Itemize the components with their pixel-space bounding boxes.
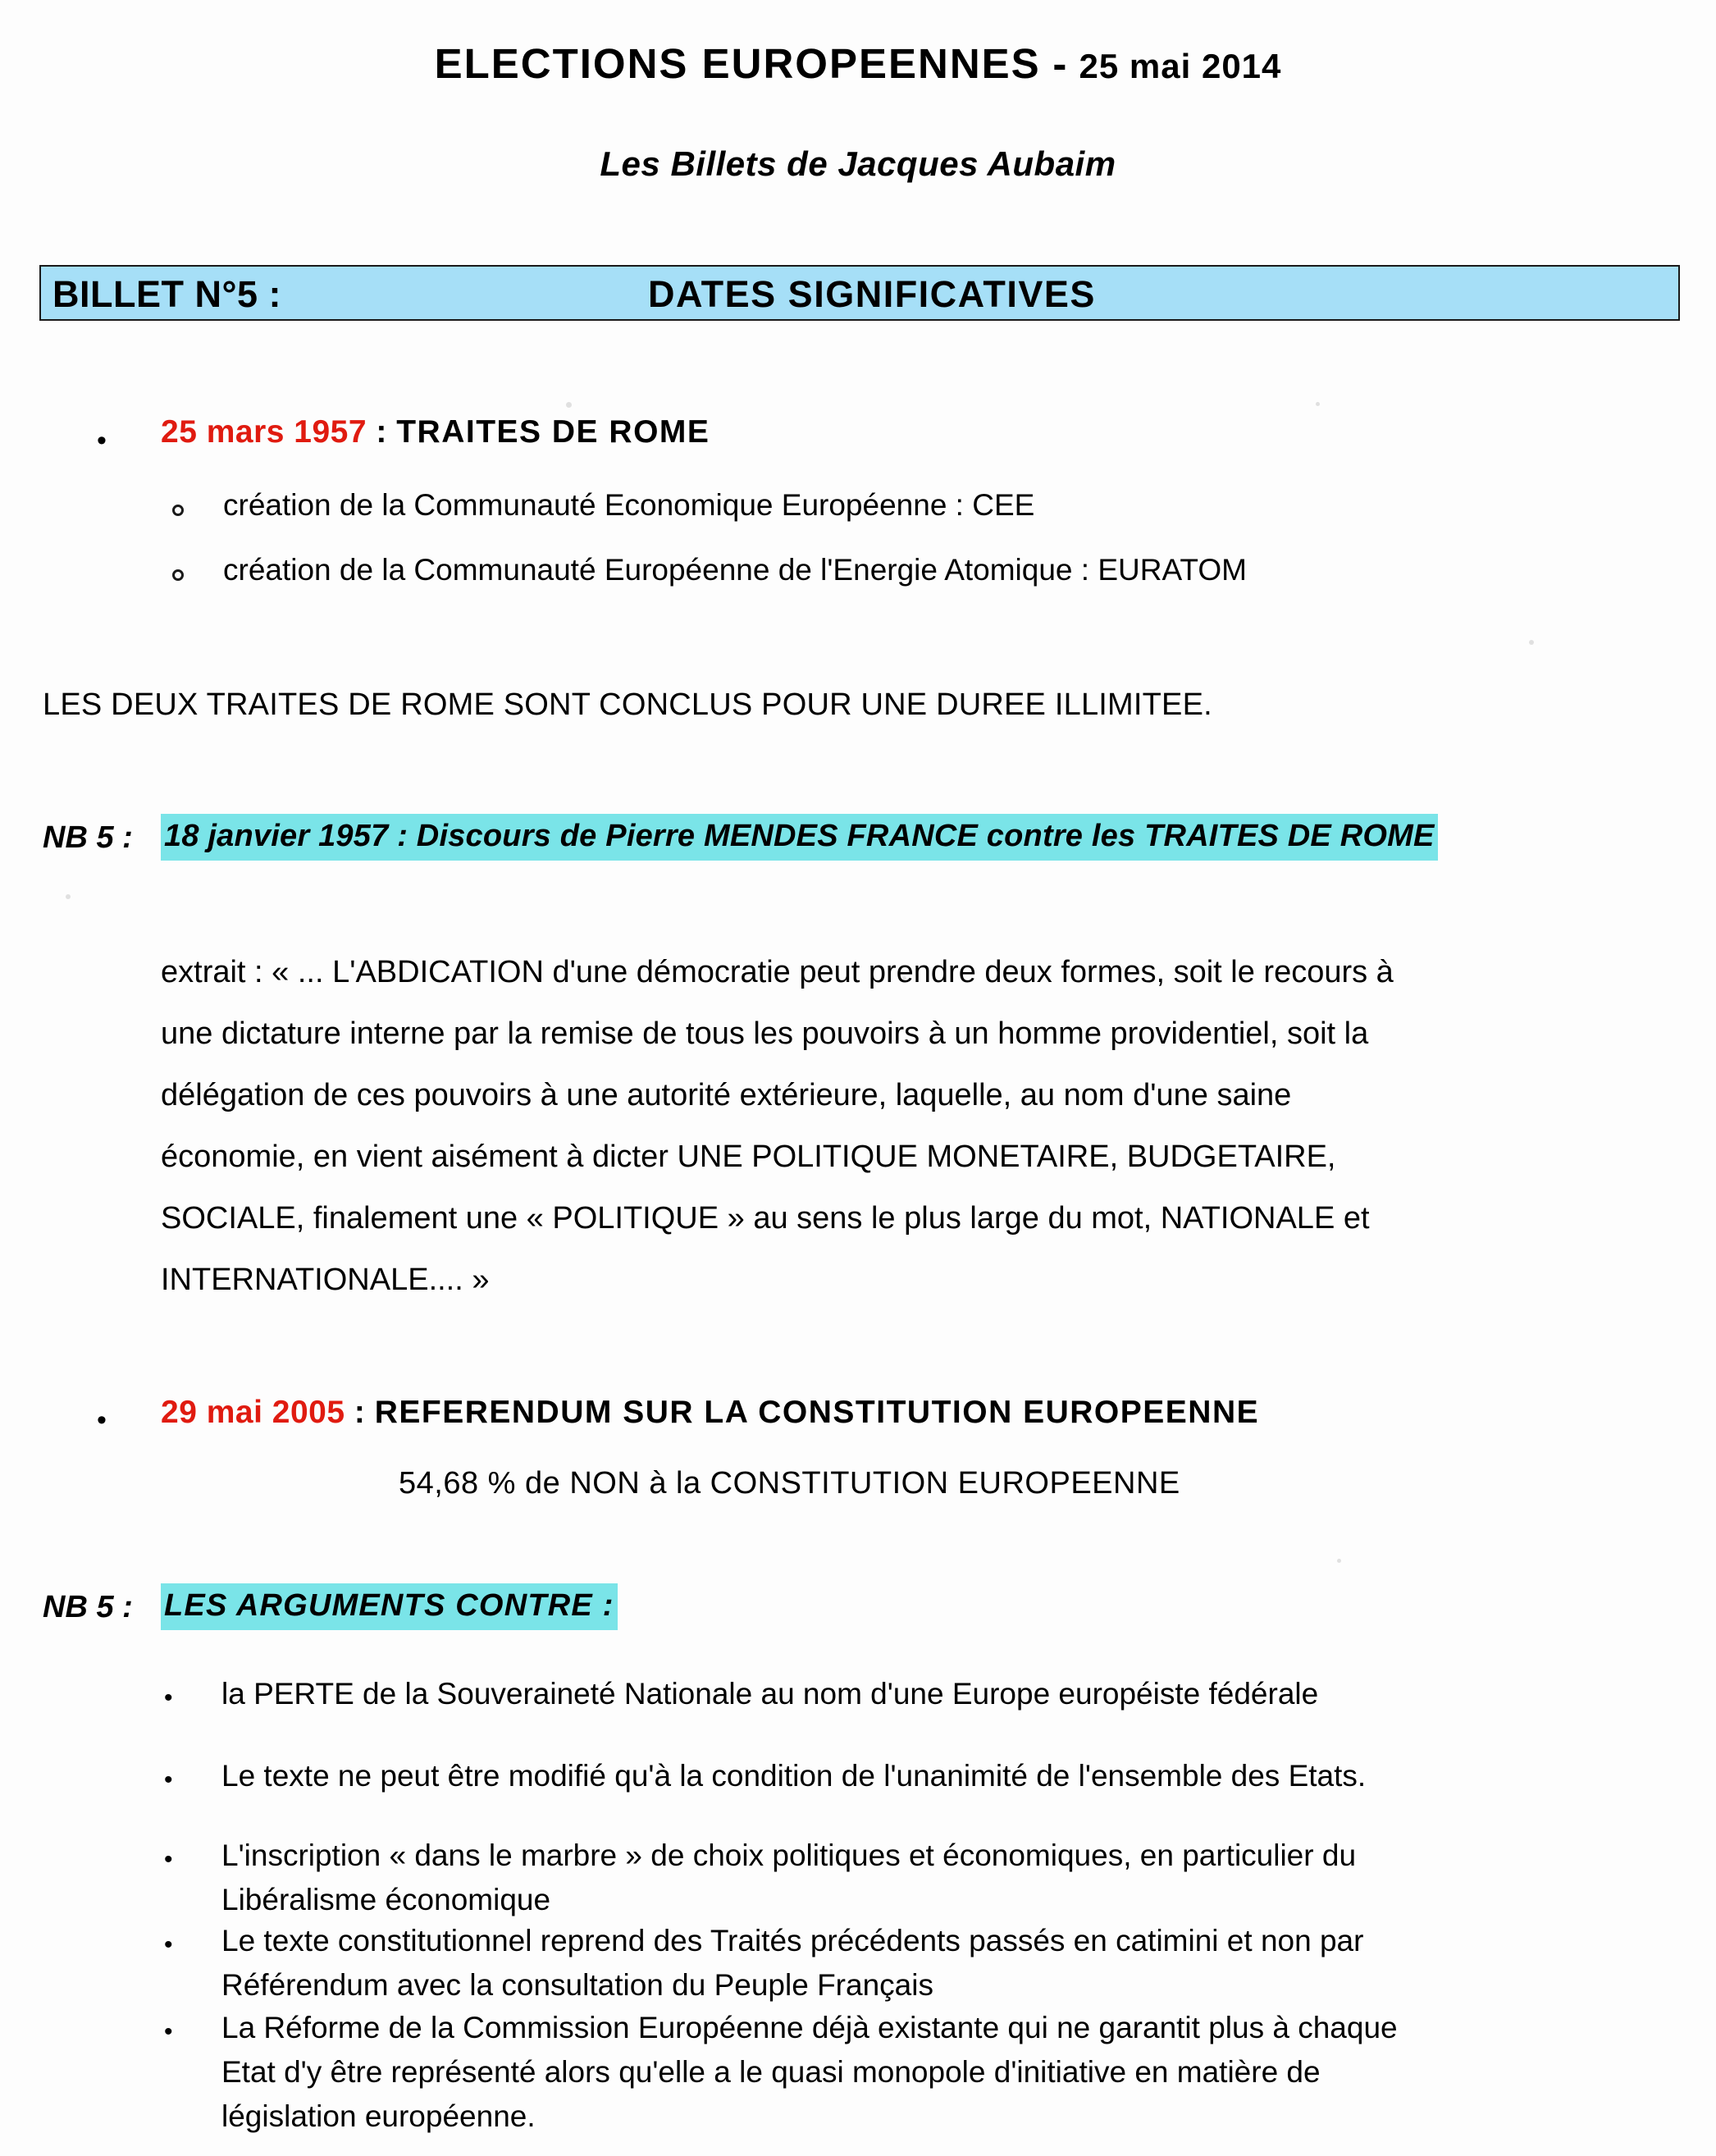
banner-section-title: DATES SIGNIFICATIVES bbox=[648, 273, 1096, 315]
quote-line: SOCIALE, finalement une « POLITIQUE » au sens le plus large du mot, NATIONALE et bbox=[161, 1201, 1370, 1236]
bullet-marker: • bbox=[164, 1684, 173, 1711]
quote-line: économie, en vient aisément à dicter UNE POLITIQUE MONETAIRE, BUDGETAIRE, bbox=[161, 1140, 1336, 1174]
scan-speck bbox=[1529, 640, 1534, 645]
entry-title-1: TRAITES DE ROME bbox=[396, 414, 710, 450]
argument-item bbox=[221, 1919, 1716, 2008]
entry-date-2: 29 mai 2005 bbox=[161, 1395, 345, 1430]
page-title-separator: - bbox=[1040, 40, 1079, 87]
argument-line: Etat d'y être représenté alors qu'elle a le quasi monopole d'initiative en matière de bbox=[221, 2055, 1321, 2089]
bullet-marker: • bbox=[164, 1766, 173, 1793]
statement-text: LES DEUX TRAITES DE ROME SONT CONCLUS POUR UNE DUREE ILLIMITEE. bbox=[43, 687, 1212, 722]
sub-bullet-ring-icon bbox=[172, 505, 184, 516]
entry-separator-2: : bbox=[345, 1395, 375, 1430]
quote-line: extrait : « ... L'ABDICATION d'une démocratie peut prendre deux formes, soit le recours à bbox=[161, 955, 1394, 989]
nb-highlight-2: LES ARGUMENTS CONTRE : bbox=[161, 1583, 618, 1630]
entry-sub-item-1-2: création de la Communauté Européenne de l'Energie Atomique : EURATOM bbox=[223, 553, 1247, 587]
quote-line: INTERNATIONALE.... » bbox=[161, 1263, 490, 1297]
bullet-marker: • bbox=[97, 1405, 107, 1436]
bullet-marker: • bbox=[164, 2018, 173, 2045]
page-title-main: ELECTIONS EUROPEENNES bbox=[434, 40, 1041, 87]
entry-title-2: REFERENDUM SUR LA CONSTITUTION EUROPEENNE bbox=[374, 1395, 1260, 1430]
argument-item bbox=[221, 1672, 1716, 1716]
argument-line: la PERTE de la Souveraineté Nationale au nom d'une Europe européiste fédérale bbox=[221, 1677, 1319, 1711]
scan-speck bbox=[566, 402, 572, 408]
entry-sub-item-1-1: création de la Communauté Economique Européenne : CEE bbox=[223, 488, 1035, 522]
quote-paragraph bbox=[161, 942, 1686, 1311]
nb-label-1: NB 5 : bbox=[43, 820, 133, 855]
argument-item bbox=[221, 2006, 1716, 2139]
entry-date-1: 25 mars 1957 bbox=[161, 414, 367, 450]
argument-line: Le texte constitutionnel reprend des Traités précédents passés en catimini et non par bbox=[221, 1924, 1364, 1957]
argument-line: Libéralisme économique bbox=[221, 1883, 551, 1916]
referendum-result-note: 54,68 % de NON à la CONSTITUTION EUROPEENNE bbox=[399, 1466, 1180, 1501]
scan-speck bbox=[66, 894, 71, 899]
argument-line: Référendum avec la consultation du Peuple Français bbox=[221, 1968, 933, 2002]
entry-heading-date-1 bbox=[161, 414, 710, 450]
entry-separator-1: : bbox=[367, 414, 397, 450]
page-title bbox=[0, 39, 1716, 88]
quote-line: délégation de ces pouvoirs à une autorité extérieure, laquelle, au nom d'une saine bbox=[161, 1078, 1292, 1112]
bullet-marker: • bbox=[164, 1931, 173, 1958]
bullet-marker: • bbox=[164, 1846, 173, 1873]
argument-line: législation européenne. bbox=[221, 2099, 536, 2133]
quote-line: une dictature interne par la remise de tous les pouvoirs à un homme providentiel, soit la bbox=[161, 1016, 1369, 1051]
argument-line: La Réforme de la Commission Européenne déjà existante qui ne garantit plus à chaque bbox=[221, 2011, 1398, 2044]
argument-item bbox=[221, 1834, 1716, 1922]
argument-item bbox=[221, 1754, 1716, 1798]
scan-speck bbox=[1337, 1559, 1341, 1563]
argument-line: Le texte ne peut être modifié qu'à la condition de l'unanimité de l'ensemble des Etats. bbox=[221, 1759, 1367, 1793]
page-subtitle: Les Billets de Jacques Aubaim bbox=[600, 144, 1116, 183]
nb-highlight-1: 18 janvier 1957 : Discours de Pierre MENDES FRANCE contre les TRAITES DE ROME bbox=[161, 814, 1438, 861]
argument-line: L'inscription « dans le marbre » de choix politiques et économiques, en particulier du bbox=[221, 1839, 1357, 1872]
entry-heading-date-2 bbox=[161, 1395, 1259, 1431]
page-title-date: 25 mai 2014 bbox=[1079, 47, 1282, 85]
section-banner bbox=[39, 265, 1680, 321]
scan-speck bbox=[1316, 402, 1320, 406]
banner-billet-label: BILLET N°5 : bbox=[52, 273, 281, 315]
sub-bullet-ring-icon bbox=[172, 569, 184, 581]
bullet-marker: • bbox=[97, 425, 107, 456]
nb-label-2: NB 5 : bbox=[43, 1590, 133, 1624]
